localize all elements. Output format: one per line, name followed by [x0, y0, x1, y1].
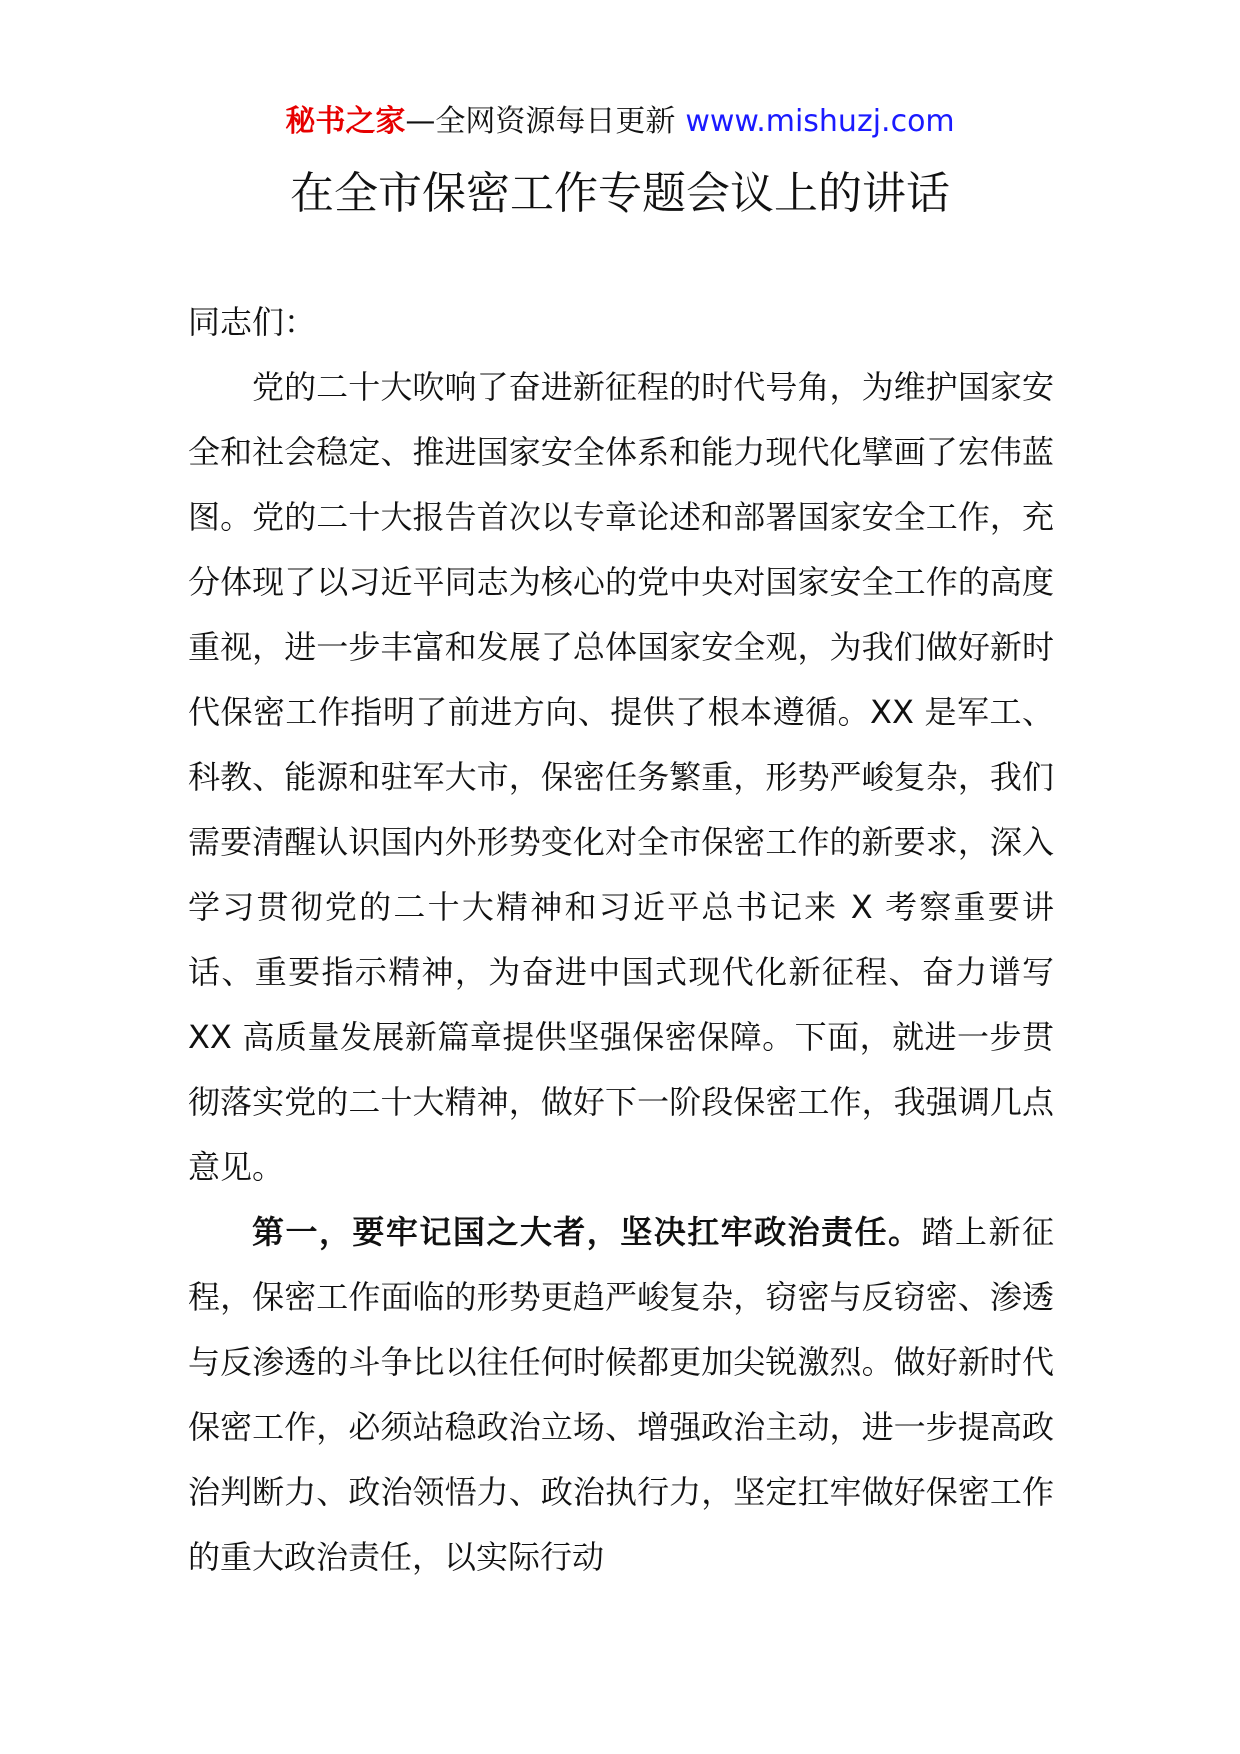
paragraph-2-lead: 第一，要牢记国之大者，坚决扛牢政治责任。: [252, 1213, 922, 1251]
site-banner: [0, 100, 1240, 144]
paragraph-1: [188, 355, 1054, 1200]
site-url[interactable]: www.mishuzj.com: [685, 104, 955, 139]
paragraph-2: [188, 1200, 1054, 1590]
paragraph-1-text: 党的二十大吹响了奋进新征程的时代号角，为维护国家安全和社会稳定、推进国家安全体系和能力现代化擘画了宏伟蓝图。党的二十大报告首次以专章论述和部署国家安全工作，充分体现了以习近平同志为核心的党中央对国家安全工作的高度重视，进一步丰富和发展了总体国家安全观，为我们做好新时代保密工作指明了前进方向、提供了根本遵循。XX 是军工、科教、能源和驻军大市，保密任务繁重，形势严峻复杂，我们需要清醒认识国内外形势变化对全市保密工作的新要求，深入学习贯彻党的二十大精神和习近平总书记来 X 考察重要讲话、重要指示精神，为奋进中国式现代化新征程、奋力谱写 XX 高质量发展新篇章提供坚强保密保障。下面，就进一步贯彻落实党的二十大精神，做好下一阶段保密工作，我强调几点意见。: [188, 368, 1054, 1186]
brand-name: 秘书之家: [285, 104, 406, 139]
document-body: [188, 290, 1054, 1590]
document-title: 在全市保密工作专题会议上的讲话: [290, 168, 950, 219]
paragraph-2-text: 踏上新征程，保密工作面临的形势更趋严峻复杂，窃密与反窃密、渗透与反渗透的斗争比以往任何时候都更加尖锐激烈。做好新时代保密工作，必须站稳政治立场、增强政治主动，进一步提高政治判断力、政治领悟力、政治执行力，坚定扛牢做好保密工作的重大政治责任，以实际行动: [188, 1213, 1054, 1576]
banner-slogan: —全网资源每日更新: [405, 104, 676, 139]
salutation: 同志们：: [188, 303, 317, 341]
